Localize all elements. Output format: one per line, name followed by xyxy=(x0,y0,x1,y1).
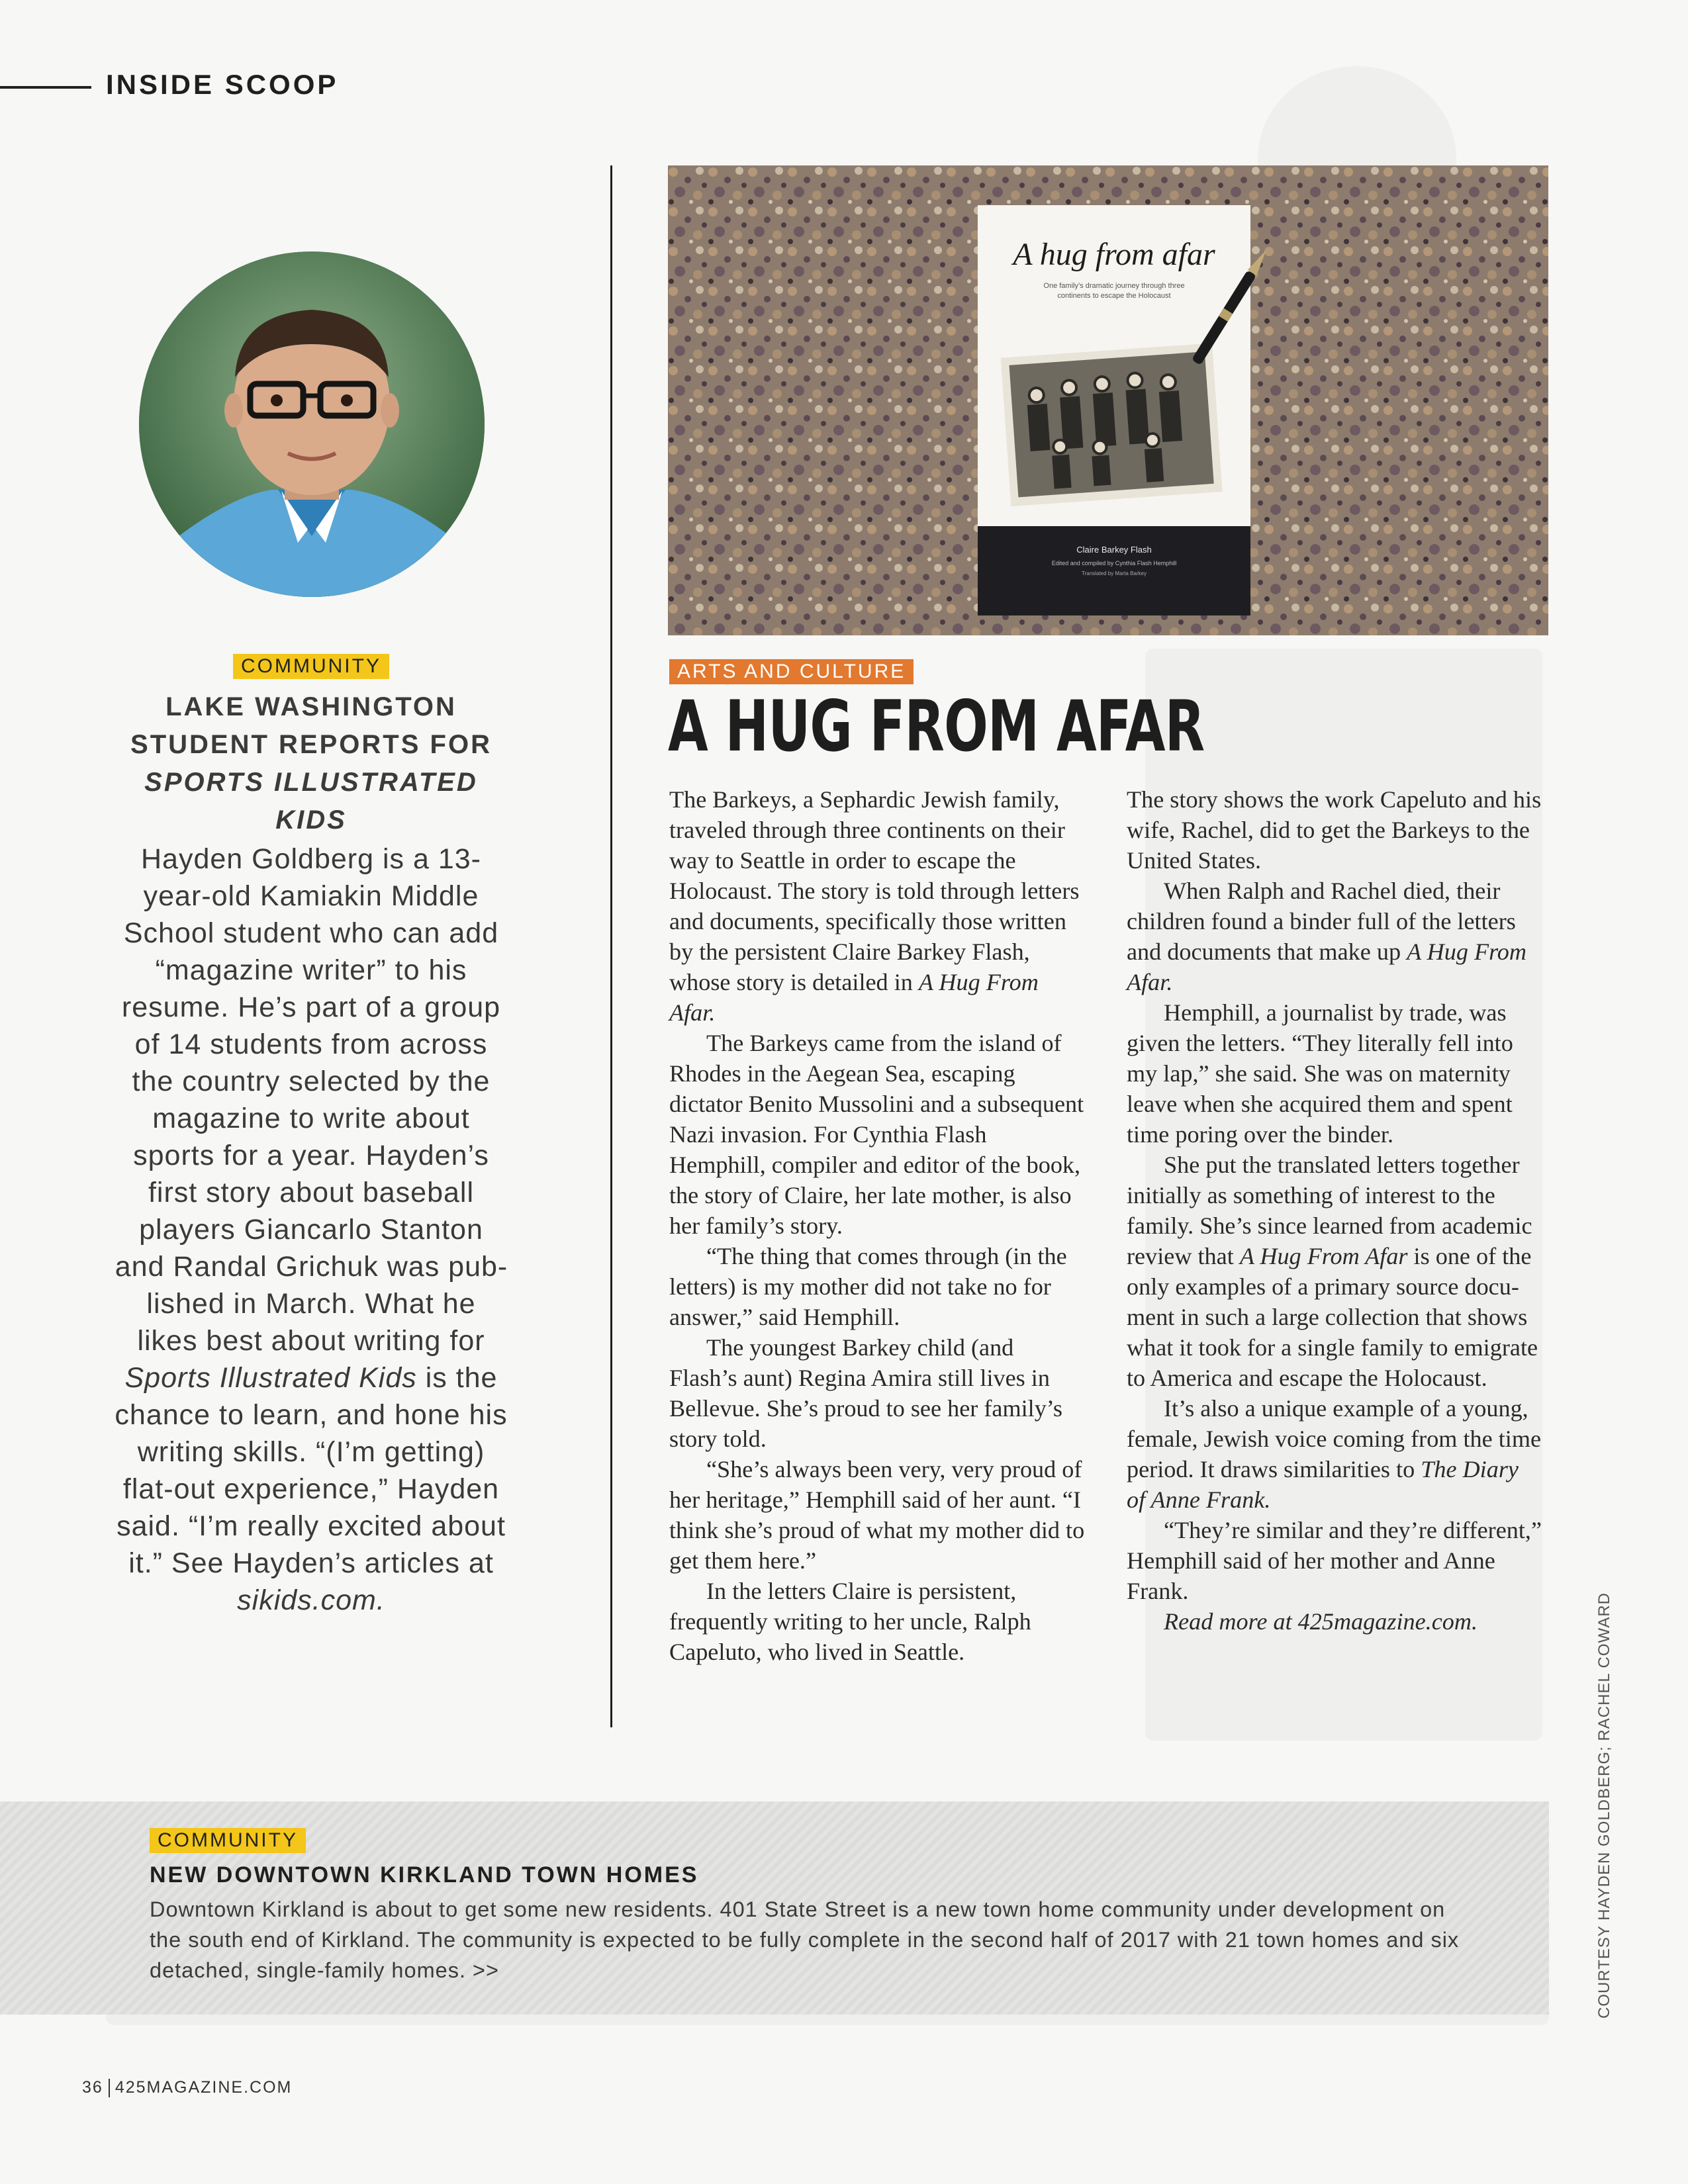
student-portrait-photo xyxy=(139,251,485,597)
book-cover-subtitle-line1: One family’s dramatic journey through three xyxy=(1043,282,1185,290)
article-paragraph: When Ralph and Rachel died, their children found a binder full of the letters and documents that make up A Hug From Afar. xyxy=(1127,878,1527,995)
book-cover-subtitle-line2: continents to escape the Holocaust xyxy=(1057,292,1171,300)
sikids-link: sikids.com. xyxy=(237,1584,385,1616)
sidebar-headline: LAKE WASHINGTON STUDENT REPORTS FOR SPORTS ILLUSTRATED KIDS xyxy=(130,692,492,835)
header-rule xyxy=(0,86,91,89)
article-paragraph: It’s also a unique example of a young, female, Jewish voice coming from the time period. It draws similarities to The Diary of Anne Frank. xyxy=(1127,1395,1542,1513)
footer-site: 425MAGAZINE.COM xyxy=(115,2078,293,2097)
arts-and-culture-tag: ARTS AND CULTURE xyxy=(669,659,914,684)
sidebar-body-text: Hayden Goldberg is a 13-year-old Kamiakin Middle School student who can add “magazine writer” to his resume. He’s part of a group of 14 students from across the country selected by the magazine to write about sports for a year. Hayden’s first story about baseball players Giancarlo Stanton and Randal Grichuk was published in March. What he likes best about writing for Sports Illustrated Kids is the chance to learn, and hone his writing skills. “(I’m getting) flat-out experience,” Hayden said. “I’m really excited about it.” See Hayden’s articles at sikids.com. xyxy=(115,843,508,1616)
article-paragraph: Hemphill, a journalist by trade, was given the letters. “They literally fell into my lap,” she said. She was on maternity leave when she acquired them and spent time poring over the binder. xyxy=(1127,999,1513,1148)
article-paragraph: “The thing that comes through (in the letters) is my mother did not take no for answer,” said Hemphill. xyxy=(669,1243,1067,1330)
book-cover-editor: Edited and compiled by Cynthia Flash Hemphill xyxy=(1051,560,1177,567)
read-more-link[interactable]: Read more at 425magazine.com. xyxy=(1164,1608,1478,1635)
book-cover-translator: Translated by Marta Barkey xyxy=(1082,570,1147,576)
community-tag: COMMUNITY xyxy=(233,654,389,679)
book-cover-photo xyxy=(668,165,1548,635)
community-tag: COMMUNITY xyxy=(150,1828,306,1853)
footer-divider xyxy=(109,2079,110,2097)
column-divider xyxy=(610,165,612,1727)
article-paragraph: The Barkeys, a Sephardic Jewish family, traveled through three continents on their way to Seattle in order to escape the Holocaust. The story is told through letters and documents, specifically those written by the persistent Claire Barkey Flash, whose story is detailed in A Hug From Afar. xyxy=(669,786,1080,1026)
article-title: A HUG FROM AFAR xyxy=(668,686,1205,767)
article-paragraph: The youngest Barkey child (and Flash’s aunt) Regina Amira still lives in Bellevue. She’s proud to see her family’s story told. xyxy=(669,1334,1062,1452)
section-title: INSIDE SCOOP xyxy=(106,69,339,100)
article-paragraph: “They’re similar and they’re different,” Hemphill said of her mother and Anne Frank. xyxy=(1127,1517,1542,1604)
article-paragraph: “She’s always been very, very proud of her heritage,” Hemphill said of her aunt. “I think she’s proud of what my mother did to get them here.” xyxy=(669,1456,1085,1574)
article-paragraph: The Barkeys came from the island of Rhodes in the Aegean Sea, escaping dictator Benito Mussolini and a subsequent Nazi invasion. For Cynthia Flash Hemphill, compiler and editor of the book, the story of Claire, her late mother, is also her family’s story. xyxy=(669,1030,1084,1239)
article-paragraph: She put the translated letters together initially as something of interest to the family. She’s since learned from academic review that A Hug From Afar is one of the only examples of a primary source document in such a large collection that shows what it took for a single family to emigrate to America and escape the Holocaust. xyxy=(1127,1152,1538,1391)
kirkland-brief-panel xyxy=(0,1801,1549,2015)
article-paragraph: In the letters Claire is persistent, frequently writing to her uncle, Ralph Capeluto, who lived in Seattle. xyxy=(669,1578,1031,1665)
photo-credit: COURTESY HAYDEN GOLDBERG; RACHEL COWARD xyxy=(1595,1592,1613,2019)
continue-arrow[interactable]: >> xyxy=(473,1958,500,1982)
article-paragraph: The story shows the work Capeluto and his wife, Rachel, did to get the Barkeys to the United States. xyxy=(1127,786,1542,874)
panel-headline: NEW DOWNTOWN KIRKLAND TOWN HOMES xyxy=(150,1862,699,1888)
book-cover-author: Claire Barkey Flash xyxy=(1076,545,1152,555)
sidebar-brief xyxy=(113,654,510,1619)
panel-body-text: Downtown Kirkland is about to get some new residents. 401 State Street is a new town home community under development on the south end of Kirkland. The community is expected to be fully complete in the second half of 2017 with 21 town homes and six detached, single-family homes. >> xyxy=(150,1897,1460,1982)
page-footer xyxy=(82,2078,292,2097)
book-cover-title: A hug from afar xyxy=(1013,237,1215,272)
article-column-1 xyxy=(669,784,1085,1667)
page-number: 36 xyxy=(82,2078,103,2097)
article-column-2 xyxy=(1127,784,1542,1637)
